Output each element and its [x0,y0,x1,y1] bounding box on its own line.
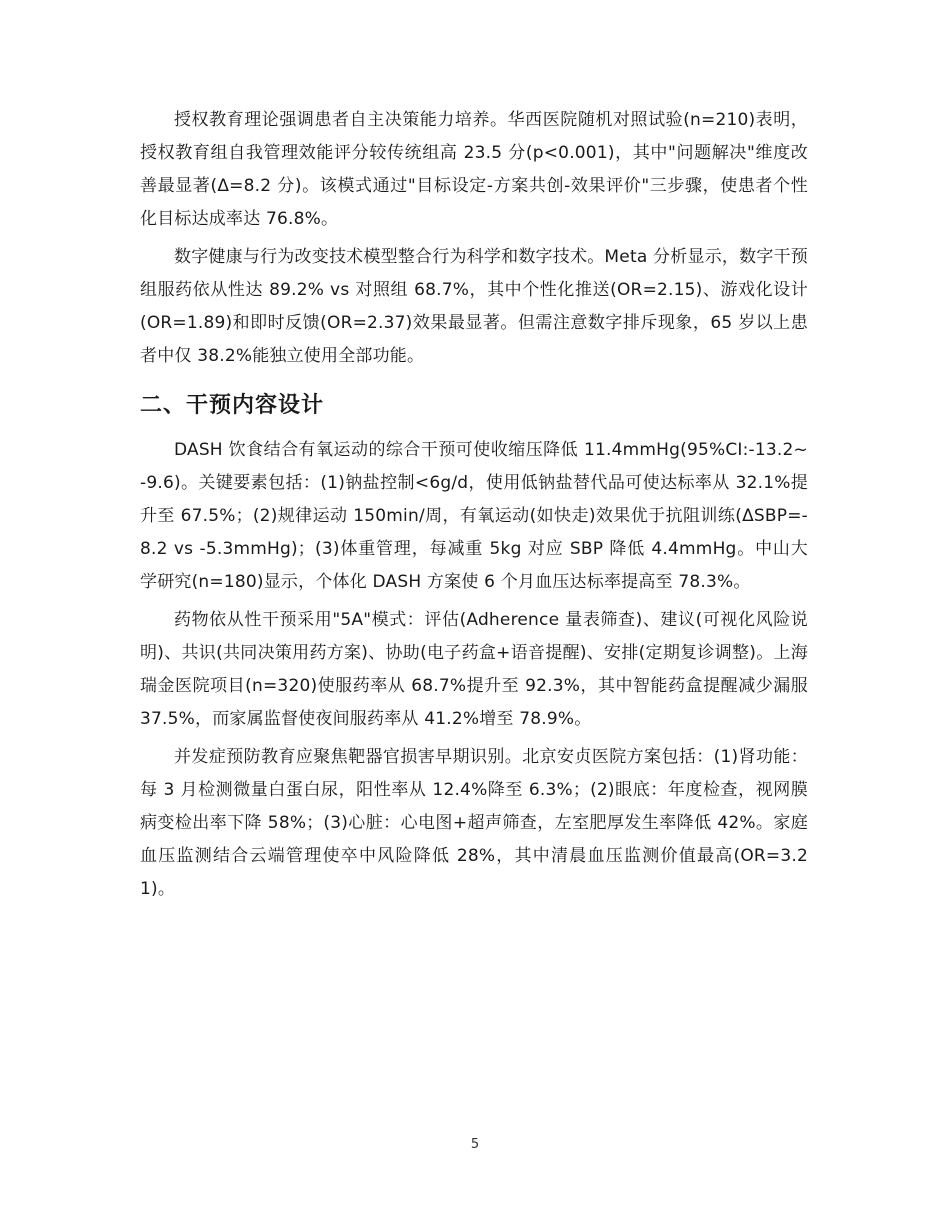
section-heading-intervention-design: 二、干预内容设计 [140,393,325,418]
paragraph-medication-adherence: 药物依从性干预采用"5A"模式：评估(Adherence 量表筛查)、建议(可视化风险说明)、共识(共同决策用药方案)、协助(电子药盒+语音提醒)、安排(定期复诊调整)。上海瑞金医院项目(n=320)使服药率从 68.7%提升至 92.3%，其中智能药盒提醒减少漏服 37.5%，而家属监督使夜间服药率从 41.2%增至 78.9%。 [140,610,808,729]
paragraph-dash-diet: DASH 饮食结合有氧运动的综合干预可使收缩压降低 11.4mmHg(95%CI:-13.2~-9.6)。关键要素包括：(1)钠盐控制<6g/d，使用低钠盐替代品可使达标率从 32.1%提升至 67.5%；(2)规律运动 150min/周，有氧运动(如快走)效果优于抗阻训练(ΔSBP=-8.2 vs -5.3mmHg)；(3)体重管理，每减重 5kg 对应 SBP 降低 4.4mmHg。中山大学研究(n=180)显示，个体化 DASH 方案使 6 个月血压达标率提高至 78.3%。 [140,440,808,592]
page-number: 5 [470,1137,480,1152]
paragraph-empowerment-education: 授权教育理论强调患者自主决策能力培养。华西医院随机对照试验(n=210)表明，授权教育组自我管理效能评分较传统组高 23.5 分(p<0.001)，其中"问题解决"维度改善最显著(Δ=8.2 分)。该模式通过"目标设定-方案共创-效果评价"三步骤，使患者个性化目标达成率达 76.8%。 [140,110,808,229]
page-content [140,104,808,906]
paragraph-complication-prevention: 并发症预防教育应聚焦靶器官损害早期识别。北京安贞医院方案包括：(1)肾功能：每 3 月检测微量白蛋白尿，阳性率从 12.4%降至 6.3%；(2)眼底：年度检查，视网膜病变检出率下降 58%；(3)心脏：心电图+超声筛查，左室肥厚发生率降低 42%。家庭血压监测结合云端管理使卒中风险降低 28%，其中清晨血压监测价值最高(OR=3.21)。 [140,747,808,899]
paragraph-digital-health: 数字健康与行为改变技术模型整合行为科学和数字技术。Meta 分析显示，数字干预组服药依从性达 89.2% vs 对照组 68.7%，其中个性化推送(OR=2.15)、游戏化设计(OR=1.89)和即时反馈(OR=2.37)效果最显著。但需注意数字排斥现象，65 岁以上患者中仅 38.2%能独立使用全部功能。 [140,247,808,366]
